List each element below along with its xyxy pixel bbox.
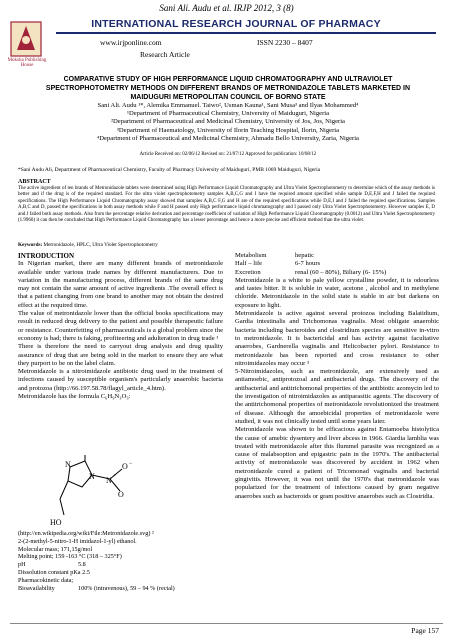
property-label: Molecular mass; (18, 545, 60, 553)
article-type: Research Article (140, 50, 190, 59)
property-value: 171,15g/mol (60, 545, 93, 553)
paragraph: 5-Nitroimidazoles, such as metronidazole, are extensively used as antiamoebic, antiprotozoal and antibacterial drugs. The discovery of the antibacterial and antitrichomonal properties of the antibiotic azomycin led to the investigation of nitroimidazoles as antiparasitic agents. The discovery of the antitrichomonal properties of metronidazole revolutionized the treatment of disease. Although the amoebicidal properties of metronidazole were studied, it was not clinically tested until some years later. (235, 368, 439, 425)
n-plus-atom: N (106, 476, 112, 485)
affiliation: ²Department of Pharmaceutical and Medicinal Chemistry, University of Jos, Jos, Nigeria (111, 118, 345, 126)
author-block (28, 102, 428, 143)
o-atom: O (118, 490, 124, 499)
paragraph: Metronidazole was shown to be efficacious against Entamoeba histolytica the cause of amebic dysentery and liver abcess in 1966. Giardia lamblia was treated with metronidazole after this flummel parasite was recognized as a cause of malabsoption and epigastric pain in the 1970's. The antibacterial activity of metronidazole was discovered by accident in 1962 when metronidazole cured a patient of Tricomonad vaginalis and bacterial gingivitis. However, it was not until the 1970's that metronidazole was popularized for the treatment of infections caused by gram negative anaerobes such as bacteroids or gram positive anaerobes such as Clostridia. (235, 426, 439, 500)
property-value: hepatic (295, 252, 315, 259)
paragraph: The value of metronidazole lower than the official books specifications may result in reduced drug delivery to the patient and possible therapeutic failure or resistance. Counterfeiting of pharmaceuticals is a global problem since the economy is bad; there is faking, profiteering and adulteration in drug trade ¹ (18, 310, 223, 342)
keywords-text: Metronidazole, HPLC, Ultra Violet Spectrophotometry (43, 242, 158, 248)
right-column (235, 252, 439, 501)
correspondence: *Sani Audu Ali, Department of Pharmaceutical Chemistry, Faculty of Pharmacy University of Maiduguri, PMB 1069 Maiduguri, Nigeria (18, 167, 321, 173)
paragraph: Metronidazole is a nitroimidazole antibiotic drug used in the treatment of infections caused by susceptible organism's particularly anaerobic bacteria and protozoa (http://66.197.58.78/flagyl_article_4.htm). (18, 368, 223, 392)
header-rule (56, 32, 436, 34)
property-label: pH (18, 561, 26, 569)
section-heading: INTRODUCTION (18, 252, 75, 260)
paragraph: There is therefore the need to carryout drug analysis and drug quality assurance of drug that are being sold in the market to ensure they are what they purport to be on the label claim. (18, 343, 223, 367)
affiliation: ³Department of Haematology, University of Ilorin Teaching Hospital, Ilorin, Nigeria (116, 126, 340, 134)
property-label: Bioavailability (18, 584, 55, 592)
property-value: 100% (intravenous), 59 – 94 % (rectal) (78, 584, 175, 592)
property-label: Half – life (235, 260, 263, 268)
property-row (18, 585, 223, 593)
property-value: renal (60 – 80%), Biliary (6- 15%) (295, 268, 387, 276)
journal-issn: ISSN 2230 – 8407 (257, 38, 313, 47)
journal-name: INTERNATIONAL RESEARCH JOURNAL OF PHARMACY (91, 18, 381, 30)
property-row (18, 546, 223, 554)
property-value: 2.5 (82, 568, 90, 576)
article-dates: Article Received on: 02/06/12 Revised on: 21/07/12 Approved for publication: 10/08/12 (139, 152, 317, 157)
property-value: 6-7 hours (295, 260, 321, 268)
plus-sign: + (113, 474, 116, 479)
property-label: Melting point; (18, 553, 54, 561)
hydroxyl-group: HO (50, 518, 62, 527)
property-label: Metabolism (235, 252, 267, 259)
logo-caption: Moksha Publishing House (7, 58, 47, 68)
footer-rule (10, 623, 443, 624)
property-label: Excretion (235, 268, 261, 276)
page-number: Page 157 (411, 626, 439, 635)
keywords (18, 242, 435, 248)
paragraph: Metronidazole is active against several protozoa including Balatidium, Gardia intestinalis and Trichomonas vaginalis. Most obligate anaerobic bacteria including bacteroides and clostridium species are sensitive in-vitro to metronidazole. It is bactericidal and has activity against facultative anaerobes, Gardnerella vaginalis and Helicobacter pylori. Resistance to metronidazole has been reported and cross resistance to other nitroimidazoles may occur ³ (235, 310, 439, 367)
property-row (18, 561, 223, 569)
abstract-heading: ABSTRACT (18, 179, 51, 185)
property-label: Pharmacokinetic data; (18, 576, 74, 584)
property-row (235, 269, 439, 277)
paper-title: COMPARATIVE STUDY OF HIGH PERFORMANCE LIQUID CHROMATOGRAPHY AND ULTRAVIOLET SPECTROPHOTOMETRY METHODS ON DIFFERENT BRANDS OF METRONIDAZOLE TABLETS MARKETED IN MAIDUGURI METROPOLITAN COUNCIL OF BORNO STATE (45, 76, 411, 101)
minus-sign: − (129, 461, 133, 467)
property-row (18, 553, 223, 561)
affiliation: ¹Department of Pharmaceutical Chemistry, University of Maiduguri, Nigeria (126, 110, 330, 118)
property-row (18, 569, 223, 577)
running-header: Sani Ali. Audu et al. IRJP 2012, 3 (8) (159, 3, 294, 13)
paragraph: Metronidazole is a white to pale yellow crystalline powder, it is odourless and tastes bitter. It is soluble in water, acetone , alcohol and in methylene chloride. Metronidazole in the solid state is stable in air but darkens on exposure to light. (235, 276, 439, 309)
iupac-name: 2-(2-methyl-5-nitro-1-H imidazol-1-yl) ethanol. (18, 537, 137, 545)
author-list: Sani Ali. Audu ¹*, Alemika Emmanuel. Taiwo², Usman Kauna¹, Sani Musa³ and Ilyas Mohammed⁴ (97, 102, 359, 109)
property-label: Dissolution constant pKa (18, 568, 81, 576)
property-value: 159 -163 °C (318 – 325°F) (55, 553, 122, 561)
publisher-logo (9, 20, 43, 58)
molecule-info (18, 530, 223, 592)
o-minus-atom: O (122, 462, 128, 471)
affiliation: ⁴Department of Pharmaceutical and Medicinal Chemistry, Ahmadu Bello University, Zaria, Nigeria (96, 134, 359, 142)
abstract-text: The active ingredient of ten brands of Metronidazole tablets were determined using High Performance Liquid Chromatography and Ultra Violet Spectrophotometry to determine which of the assay methods is better and if the drug is of the required standard. For the ultra violet spectrophotometry samples A,B,C,G and I have the required amount specified while sample D,E,F,H and J failed the required specifications. The High Performance Liquid Chromatography assay showed that samples A,B,C F,G and H are of the required specifications while D,E,I and J failed the required specifications. Samples A,B,C and D, passed the specifications in both assay methods while F and H passed only High performance liquid chromatography and I passed only Ultra Violet Spectrophotometry. However samples E, D and J failed both assay methods. Also from the percentage relative derivation and percentage coefficient of variation of High Performance Liquid Chromatography (0.0012) and Ultra Violet Spectrophotometry (1.9960) it can then be concluded that High Performance Liquid Chromatography has a lesser percentage and hence a more precise and efficient method than the ultra violet. (18, 186, 435, 224)
keywords-label: Keywords: (18, 242, 43, 248)
structure-source: (http://en.wikipedia.org/wiki/File:Metronidazole.svg) ² (18, 530, 154, 537)
property-row (235, 260, 439, 268)
property-row (235, 252, 439, 260)
property-value: 5.8 (78, 561, 86, 569)
left-column (18, 252, 223, 401)
paragraph: Metronidazole has the formula C₆H₉N₃O₃: (18, 393, 131, 401)
paragraph: In Nigerian market, there are many different brands of metronidazole available under various trade names by different manufacturers. Due to variation in the manufacturing process, different brands of the same drug may not contain the same amount of active ingredients .The overall effect is that a patient changing from one brand to another may not obtain the desired effect at the required time. (18, 260, 223, 309)
journal-url[interactable]: www.irjponline.com (100, 38, 162, 47)
n-atom: N (65, 460, 71, 469)
n-atom: N (89, 472, 95, 481)
metronidazole-structure (40, 455, 140, 530)
